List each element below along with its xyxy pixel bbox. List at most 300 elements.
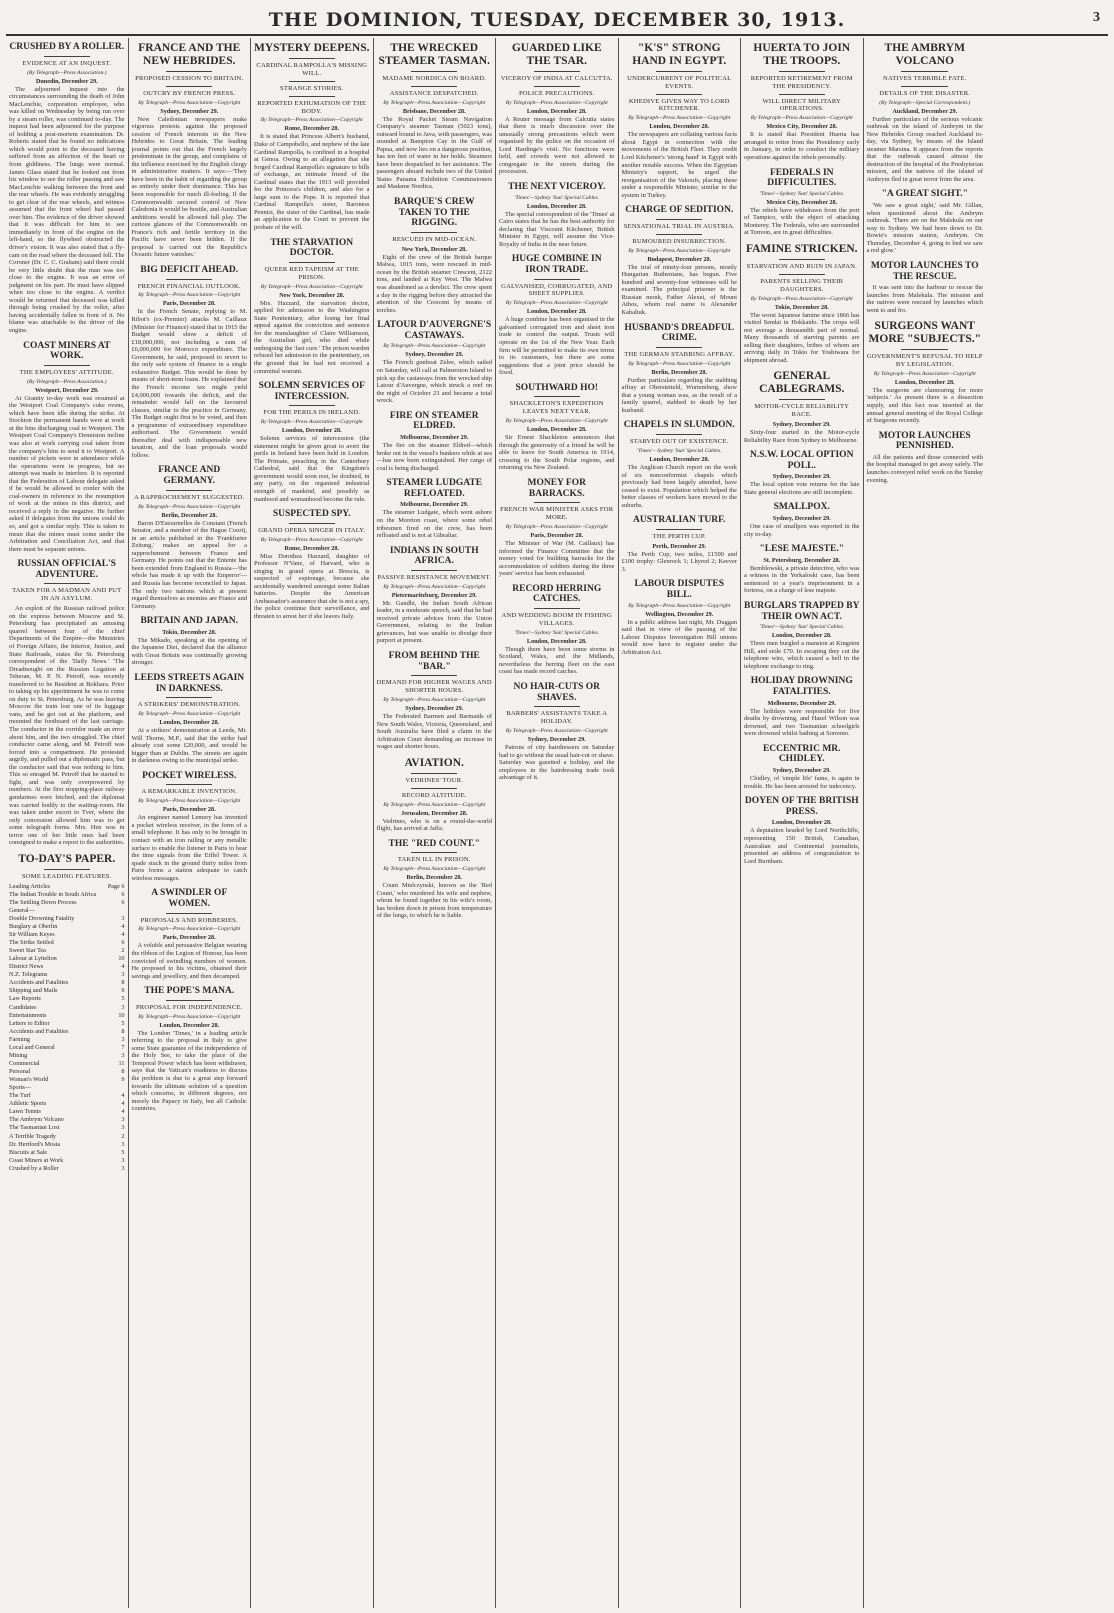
article <box>377 839 493 920</box>
feature-page: 4 <box>121 1108 125 1116</box>
article-subheadline: ASSISTANCE DESPATCHED. <box>389 89 479 97</box>
article <box>132 616 248 667</box>
article-body: A voluble and persuasive Belgian wearing the ribbon of the Legion of Honour, has been convicted of swindling numbers of women. He proposed to his victims, obtained their savings and jewellery, and then decamped. <box>131 942 247 980</box>
divider-rule <box>166 784 212 785</box>
article-byline: By Telegraph—Press Association—Copyright <box>260 536 363 543</box>
article-body: All the patients and those connected with the hospital managed to get away safely. The launches conveyed relief work on the Sunday evening. <box>866 453 983 484</box>
article-dateline: Mexico City, December 28. <box>766 123 838 131</box>
article-body: The surgeons are clamouring for more 'subjects.' As present there is a dissection supply, and this fact was inserted at the annual general meeting of the Royal College of Surgeons recently. <box>866 386 983 425</box>
article-headline: SOUTHWARD HO! <box>515 382 599 393</box>
article <box>377 757 493 833</box>
article-body: It was sent into the harbour to rescue the launches from Malekula. The mission and the natives were rescued by launches which went to and fro. <box>866 284 983 314</box>
divider-rule <box>656 347 702 348</box>
article-byline: By Telegraph—Press Association—Copyright <box>383 583 486 590</box>
feature-page: 8 <box>121 1027 125 1035</box>
article-dateline: Berlin, December 28. <box>406 874 463 882</box>
article-headline: INDIANS IN SOUTH AFRICA. <box>389 545 479 567</box>
article-dateline: Brisbane, December 28. <box>402 107 466 115</box>
article-dateline: London, December 28. <box>526 107 587 115</box>
features-list-item <box>9 907 125 915</box>
article-dateline: London, December 28. <box>526 308 587 316</box>
divider-rule <box>779 399 825 400</box>
feature-page: 3 <box>121 1164 125 1172</box>
article-byline: By Telegraph—Press Association—Copyright <box>505 728 608 735</box>
divider-rule <box>534 279 580 280</box>
article-dateline: Sydney, December 29. <box>772 473 831 481</box>
divider-rule <box>166 913 212 914</box>
article <box>499 254 615 376</box>
divider-rule <box>656 234 702 235</box>
features-list-item <box>9 1141 125 1149</box>
features-list-item <box>9 1100 125 1108</box>
article-headline: GENERAL CABLEGRAMS. <box>759 370 845 396</box>
features-list-item <box>9 1124 125 1132</box>
article-byline: By Telegraph—Press Association—Copyright <box>750 115 853 122</box>
divider-rule <box>166 1000 212 1001</box>
article-body: An engineer named Lemery has invented a pocket wireless receiver, in the form of a small telephone. It has only to be brought in contact with an iron railing or any metallic surface to enable the listener in Paris to hear the time signals from the Eiffel Tower. A spade stuck in the ground thirty miles from Paris forms a station adequate to catch wireless messages. <box>131 814 247 882</box>
feature-page: 5 <box>121 1019 125 1027</box>
article <box>132 673 248 765</box>
article-headline: FRANCE AND GERMANY. <box>158 465 221 487</box>
article-body: The local option vote returns for the late State general elections are still incomplete. <box>744 481 860 496</box>
divider-rule <box>411 71 457 72</box>
article-subheadline: PROPOSAL FOR INDEPENDENCE. <box>135 1003 243 1011</box>
feature-page: 6 <box>121 898 125 906</box>
article-body: The London 'Times,' in a leading article referring to the proposal in Italy to give some State guarantee of the independence of the Holy See, to take the place of the Temporal Power which has been withdrawn, says that the Vatican's readiness to discuss the problem is due to a great step forward towards the ultimate solution of a question which concerns, in different degrees, not merely the Papacy in Italy, but all Catholic countries. <box>131 1029 247 1113</box>
divider-rule <box>289 405 335 406</box>
article-dateline: Tokio, December 28. <box>162 628 217 636</box>
article-byline: By Telegraph—Press Association—Copyright <box>138 99 241 106</box>
article <box>499 383 615 472</box>
feature-name: Leading Articles <box>9 882 51 890</box>
divider-rule <box>166 86 212 87</box>
article-byline: 'Times'—Sydney 'Sun' Special Cables. <box>759 190 845 197</box>
feature-page: 3 <box>121 1051 125 1059</box>
article-subheadline: TAKEN FOR A MADMAN AND PUT IN AN ASYLUM. <box>12 587 122 603</box>
article-headline: HUSBAND'S DREADFUL CRIME. <box>624 322 735 344</box>
column-3 <box>251 38 374 1608</box>
article-subheadline: GALVANISED, CORRUGATED, AND SHEET SUPPLIES. <box>501 282 613 298</box>
article-byline: By Telegraph—Press Association—Copyright <box>628 247 731 254</box>
article-subheadline: QUEER RED TAPEISM AT THE PRISON. <box>264 265 359 281</box>
feature-page: 6 <box>121 890 125 898</box>
article-headline: POCKET WIRELESS. <box>142 770 237 781</box>
article-headline: BURGLARS TRAPPED BY THEIR OWN ACT. <box>744 600 860 622</box>
article-byline: By Telegraph—Press Association—Copyright <box>505 300 608 307</box>
feature-name: Sweet Star Tea <box>9 947 46 955</box>
article-byline: By Telegraph—Press Association—Copyright <box>260 419 363 426</box>
article <box>377 546 493 645</box>
feature-name: Local and General <box>9 1043 55 1051</box>
article-dateline: Perth, December 29. <box>652 542 707 550</box>
article-body: The fire on the steamer Eldred—which broke out in the vessel's bunkers while at sea—has now been extinguished. Her cargo of coal is being discharged. <box>376 441 492 472</box>
feature-page: 3 <box>121 1003 125 1011</box>
feature-page: 3 <box>121 914 125 922</box>
article <box>622 42 738 199</box>
divider-rule <box>289 96 335 97</box>
feature-name: The Ambrym Volcano <box>9 1116 64 1124</box>
article-headline: LATOUR D'AUVERGNE'S CASTAWAYS. <box>377 320 492 341</box>
features-list-item <box>9 899 125 907</box>
article <box>499 584 615 676</box>
feature-page: 4 <box>121 930 125 938</box>
article-subheadline: THE GERMAN STABBING AFFRAY. <box>624 350 735 358</box>
article-body: Bemblowski, a private detective, who was a witness in the Yerkaloski case, has been sentenced to a year's imprisonment in a fortress, on a charge of lese majeste. <box>744 564 860 595</box>
article-headline: THE AMBRYM VOLCANO <box>884 42 965 67</box>
feature-name: Double Drowning Fatality <box>9 914 75 922</box>
article-byline: By Telegraph—Press Association—Copyright <box>628 360 731 367</box>
article-body: It is stated that President Huerta has arranged to retire from the Presidency early in January, in order to conduct the military operations against the rebels personally. <box>744 131 860 162</box>
article-headline: CHAPELS IN SLUMDON. <box>623 420 735 431</box>
article-subheadline: GRAND OPERA SINGER IN ITALY. <box>258 526 366 534</box>
article-dateline: London, December 28. <box>526 202 587 210</box>
feature-page: 3 <box>121 1140 125 1148</box>
article-body: Sixty-four started in the Motor-cycle Reliability Race from Sydney to Melbourne. <box>744 428 860 444</box>
feature-page: 6 <box>121 939 125 946</box>
masthead <box>6 6 1108 36</box>
article-byline: By Telegraph—Press Association—Copyright <box>628 115 731 122</box>
article-headline: LABOUR DISPUTES BILL. <box>634 579 724 601</box>
article-byline: By Telegraph—Press Association—Copyright <box>873 370 976 377</box>
feature-page: 8 <box>121 979 125 987</box>
divider-rule <box>289 81 335 82</box>
article-dateline: Berlin, December 28. <box>651 368 708 376</box>
feature-name: Shipping and Mails <box>9 987 58 995</box>
article-body: In the French Senate, replying to M. Ribot's (ex-Premier) attacks M. Caillaux (Minister for Finance) stated that in 1915 the Budget would show a deficit of £18,000,000, not including a sum of £6,000,000 for Morocco expenditure. The Government, he said, proposed to revert to the only safe system of finance in a single exhaustive Budget. This would be done by means of short-term loans. He explained that the French income tax might yield £4,000,000 towards the deficit, and the remainder would fall on the favoured classes, similar to the practice in Germany. The Budget ought first to be voted, and then a programme of extraordinary expenditure authorised. The Government would thereafter deal with indispensable new taxation, and the loan proposals would follow. <box>131 308 247 459</box>
features-list-item <box>9 1036 125 1044</box>
article-dateline: London, December 28. <box>649 123 710 131</box>
article-byline: By Telegraph—Press Association—Copyright <box>138 798 241 805</box>
article-dateline: Wellington, December 29. <box>645 610 714 618</box>
feature-page: 4 <box>121 963 125 971</box>
article-headline: BARQUE'S CREW TAKEN TO THE RIGGING. <box>394 197 475 229</box>
feature-page: 4 <box>121 1100 125 1108</box>
article-body: 'We saw a great sight,' said Mr. Gillan, when questioned about the Ambrym outbreak. 'There are on the Malekula on our way to Sydney. We had been down to Dr. Bowie's mission station, Ambrym. On Thursday, December 4, going to bed we saw a red glow.' <box>866 202 983 255</box>
article-subheadline: WILL DIRECT MILITARY OPERATIONS. <box>762 97 842 113</box>
article-body: The Perth Cup, two miles, £1500 and £100 trophy: Glenrock 1; Lhyred 2; Keever 3. <box>621 550 737 573</box>
article-body: Vedrines, who is on a round-the-world flight, has arrived at Jaffa. <box>376 817 492 833</box>
article <box>622 515 738 573</box>
features-list-item <box>9 1092 125 1100</box>
article-body: The rebels have withdrawn from the port of Tampico, with the object of attacking Monterey. The Federals, who are surrounded at Torreon, are in great difficulties. <box>744 206 860 237</box>
feature-page: 4 <box>121 922 125 930</box>
divider-rule <box>44 56 90 57</box>
page-number: 3 <box>1093 10 1100 25</box>
article-body: The worst Japanese famine since 1866 has visited Sendai in Hokkaido. The crops will not average a thousandth part of normal. Many thousands of starving parents are selling their daughters, bribes of whom are arriving daily in Tokio for Yoshiwara for shipment abroad. <box>744 311 860 364</box>
article-headline: HUGE COMBINE IN IRON TRADE. <box>511 254 602 275</box>
divider-rule <box>901 86 948 87</box>
divider-rule <box>656 71 702 72</box>
features-list-item <box>9 1052 125 1060</box>
features-list-item <box>9 947 125 955</box>
article-subheadline: PROPOSED CESSION TO BRITAIN. <box>135 74 244 82</box>
article-body: A huge combine has been organised in the galvanised corrugated iron and sheet iron trade to control the output. Trusts will operate on the 1st of the New Year. Each firm will be permitted to make its own terms to its customers, but there are some suggestions that a joint price should be fixed. <box>499 316 615 377</box>
features-list-item <box>9 987 125 995</box>
article <box>254 509 370 620</box>
article-byline: By Telegraph—Press Association—Copyright <box>505 418 608 425</box>
feature-page: 10 <box>118 1011 125 1019</box>
article-subheadline: NATIVES TERRIBLE FATE. <box>883 74 967 82</box>
article-body: Mrs. Hazzard, the starvation doctor, applied for admission to the Washington State Penitentiary, after losing her final appeal against the conviction and sentence for the manslaughter of Claire Williamson, the Australian girl, who died while undergoing the 'fast cure.' The prison warden refused her admission to the penitentiary, on the ground that he had not received a committal warrant. <box>254 299 370 375</box>
divider-rule <box>779 259 825 260</box>
article-subheadline: REPORTED RETIREMENT FROM THE PRESIDENCY. <box>750 74 853 90</box>
article-subheadline: STRANGE STORIES. <box>279 84 344 92</box>
article <box>132 465 248 610</box>
article-headline: AVIATION. <box>404 756 464 769</box>
article-subheadline: PARENTS SELLING THEIR DAUGHTERS. <box>760 277 844 293</box>
features-list-item <box>9 971 125 979</box>
article-body: A deputation headed by Lord Northcliffe, representing 150 British, Canadian, Australian and Continental journalists, presented an address of congratulation to Lord Burnham. <box>744 827 860 865</box>
divider-rule <box>411 86 457 87</box>
article <box>254 238 370 376</box>
features-list-item <box>9 1012 125 1020</box>
feature-page: 3 <box>121 1156 125 1164</box>
article-subheadline: PROPOSALS AND ROBBERIES. <box>140 916 238 924</box>
feature-page: 3 <box>121 1035 125 1043</box>
article-dateline: Sydney, December 29. <box>772 515 831 523</box>
divider-rule <box>411 675 457 676</box>
features-list-item <box>9 1149 125 1157</box>
article <box>744 450 860 496</box>
article-dateline: New York, December 28. <box>401 245 467 253</box>
article-body: Further particulars regarding the stabbing affray at Oberstetteld, Wurtemberg, show that a young woman was, as the result of a family quarrel, stabbed to death by her husband. <box>621 376 737 414</box>
feature-page: 9 <box>121 1076 125 1084</box>
article-byline: By Telegraph—Press Association—Copyright <box>138 292 241 299</box>
article-dateline: London, December 28. <box>649 455 710 463</box>
article-headline: COAST MINERS AT WORK. <box>23 340 111 362</box>
article-dateline: Rome, December 28. <box>284 125 340 133</box>
feature-name: Lawn Tennis <box>9 1108 41 1116</box>
article-dateline: London, December 28. <box>281 427 342 435</box>
article-subheadline: STARVED OUT OF EXISTENCE. <box>629 438 729 446</box>
article-headline: MYSTERY DEEPENS. <box>254 42 370 54</box>
feature-name: The Settling Down Process <box>9 898 77 906</box>
article <box>622 205 738 316</box>
features-list-item <box>9 1060 125 1068</box>
features-list-item <box>9 963 125 971</box>
feature-page: 5 <box>121 1148 125 1156</box>
article <box>622 420 738 509</box>
article-subheadline: THE EMPLOYEES' ATTITUDE. <box>19 368 114 376</box>
feature-name: The Indian Trouble in South Africa <box>9 890 97 898</box>
features-list-item <box>9 955 125 963</box>
divider-rule <box>289 523 335 524</box>
features-list-item <box>9 979 125 987</box>
feature-name: A Terrible Tragedy <box>9 1132 56 1140</box>
article-subheadline: SOME LEADING FEATURES. <box>21 872 112 880</box>
column-2 <box>129 38 252 1608</box>
article-dateline: Tokio, December 28. <box>774 303 829 311</box>
article-byline: By Telegraph—Press Association—Copyright <box>383 801 486 808</box>
article-byline: (By Telegraph—Special Correspondent.) <box>879 99 971 106</box>
article-body: The Mikado, speaking at the opening of the Japanese Diet, declared that the alliance with Great Britain was continually growing stronger. <box>131 636 247 667</box>
article <box>744 42 860 162</box>
article-byline: 'Times'—Sydney 'Sun' Special Cables. <box>636 447 722 454</box>
feature-page: 3 <box>121 1116 125 1124</box>
article-byline: By Telegraph—Press Association—Copyright <box>628 602 731 609</box>
article-headline: BIG DEFICIT AHEAD. <box>140 264 239 275</box>
features-list-item <box>9 923 125 931</box>
feature-page: 3 <box>121 1124 125 1132</box>
article-body: Though there have been some storms in Scotland, Wales, and the Midlands, nevertheless the herring fleet on the east coast has made record catches. <box>499 645 615 676</box>
article-dateline: Paris, December 28. <box>530 531 584 539</box>
article-body: Baron D'Estournelles de Constant (French Senator, and a member of the Hague Court), in an article published in the 'Frankfurter Zeitung,' makes an appeal for a rapprochement between France and Germany. He points out that the Entente has been extended from England to Russia—'the whole has made it up with the Emperor'—and Russia has become reconciled to Japan. The only two nations which at present regard themselves as enemies are France and Germany. <box>131 519 247 610</box>
article-subheadline: FRENCH WAR MINISTER ASKS FOR MORE. <box>500 506 614 522</box>
article-headline: "A GREAT SIGHT." <box>881 189 968 200</box>
article <box>377 651 493 751</box>
article-subheadline: VEDRINES' TOUR. <box>405 776 464 784</box>
article-headline: THE "RED COUNT." <box>388 838 480 849</box>
article <box>377 478 493 539</box>
article-subheadline: SHACKLETON'S EXPEDITION LEAVES NEXT YEAR. <box>509 400 604 416</box>
article-dateline: Jerusalem, December 28. <box>401 809 468 817</box>
article-headline: CHARGE OF SEDITION. <box>625 205 734 216</box>
features-list-item <box>9 1068 125 1076</box>
feature-name: General— <box>9 906 35 914</box>
article-headline: FEDERALS IN DIFFICULTIES. <box>767 167 837 189</box>
article-dateline: New York, December 28. <box>279 291 345 299</box>
article-headline: MONEY FOR BARRACKS. <box>527 477 586 499</box>
feature-page: 5 <box>121 995 125 1003</box>
article <box>254 42 370 232</box>
divider-rule <box>166 71 212 72</box>
article <box>744 744 860 790</box>
feature-name: Commercial <box>9 1059 40 1067</box>
column-7 <box>741 38 864 1608</box>
divider-rule <box>534 502 580 503</box>
features-list-item <box>9 915 125 923</box>
article-byline: By Telegraph—Press Association—Copyright <box>260 117 363 124</box>
article-subheadline: A RAPPROCHEMENT SUGGESTED. <box>134 493 245 501</box>
feature-name: Labour at Lyttelton <box>9 955 57 963</box>
divider-rule <box>656 94 702 95</box>
column-4 <box>374 38 497 1608</box>
article-subheadline: POLICE PRECAUTIONS. <box>518 89 595 97</box>
article <box>744 168 860 237</box>
article <box>744 243 860 364</box>
article-headline: FROM BEHIND THE "BAR." <box>388 651 480 672</box>
article-dateline: Berlin, December 28. <box>161 511 218 519</box>
article-subheadline: REPORTED EXHUMATION OF THE BODY. <box>257 99 367 115</box>
feature-name: Sports— <box>9 1084 32 1092</box>
article <box>499 182 615 248</box>
article-body: Solemn services of intercession (the statement might be given great to avert the perils in Ireland have been held in London. The Primate, preaching in the Canterbury Cathedral, said that the Kingdom's government would soon rest, he doubted, in any party, on the organised industrial strength of mankind, and possibly as manhood and womanhood become the rule. <box>254 435 370 503</box>
feature-name: District News <box>9 963 44 971</box>
feature-name: The Strike Settled <box>9 939 54 946</box>
article-byline: (By Telegraph—Press Association.) <box>27 378 107 385</box>
article-headline: THE NEXT VICEROY. <box>508 181 606 192</box>
article-body: The Anglican Church report on the work of six nonconformist chapels which previously had been largely attended, have ceased to exist. Population which helped the better classes of workers have moved to the suburbs. <box>621 463 737 509</box>
feature-page: 9 <box>121 987 125 995</box>
article-headline: DOYEN OF THE BRITISH PRESS. <box>744 796 859 817</box>
article-headline: FAMINE STRICKEN. <box>745 243 858 255</box>
feature-name: Candidates <box>9 1003 37 1011</box>
article-headline: RUSSIAN OFFICIAL'S ADVENTURE. <box>17 559 116 580</box>
article-subheadline: THE PERTH CUP. <box>652 532 706 540</box>
article-subheadline: UNDERCURRENT OF POLITICAL EVENTS. <box>627 74 732 90</box>
article-headline: "LESE MAJESTE." <box>759 544 844 555</box>
article-body: Patrons of city hairdressers on Saturday had to go without the usual hair-cut or shave. Saturday was gazetted a holiday, and the employees in the hairdressing trade took advantage of it. <box>499 744 615 782</box>
article-dateline: Sydney, December 29. <box>160 107 219 115</box>
article-body: Sir Ernest Shackleton announces that through the generosity of a friend he will be able to leave for South America in 1914, crossing to the South Polar regions, and returning via New Zealand. <box>499 434 615 472</box>
article-body: The Royal Packet Steam Navigation Company's steamer Tasman (5023 tons), outward bound to Java, with passengers, was stranded at Bampton Cay in the Gulf of Papua, and now lies on a dangerous position, has ten feet of water in her holds. Steamers have been despatched to her assistance. The passengers aboard include two of the United States Panama Exhibition Commissioners and Madame Nordica. <box>376 115 492 191</box>
article-dateline: Melbourne, December 29. <box>400 501 469 509</box>
feature-name: Farming <box>9 1035 30 1043</box>
article-subheadline: STARVATION AND RUIN IN JAPAN. <box>746 262 857 270</box>
article-body: The newspapers are collating various facts about Egypt in connection with the movements of the British Fleet. They credit Lord Kitchener's 'strong hand' in Egypt with another notable success. When the Egyptian Ministry's support, he urged the reorganisation of the Vakoufs, placing these under a responsible Minister, similar to the system in Turkey. <box>621 131 737 199</box>
article-byline: By Telegraph—Press Association—Copyright <box>750 295 853 302</box>
divider-rule <box>411 232 457 233</box>
article-subheadline: OUTCRY BY FRENCH PRESS. <box>143 89 236 97</box>
article-dateline: St. Petersburg, December 28. <box>763 556 841 564</box>
divider-rule <box>779 274 825 275</box>
feature-page: 4 <box>121 1092 125 1100</box>
columns-container <box>6 38 1108 1608</box>
article-subheadline: KHEDIVE GIVES WAY TO LORD KITCHENER. <box>628 97 730 113</box>
divider-rule <box>411 773 457 774</box>
article-body: The Federated Barmen and Barmaids of New South Wales, Victoria, Queensland, and South Australia have filed a claim in the Arbitration Court demanding an increase in wages and shorter hours. <box>376 713 492 751</box>
divider-rule <box>411 570 457 571</box>
article-headline: CRUSHED BY A ROLLER. <box>9 42 125 52</box>
article-headline: A SWINDLER OF WOMEN. <box>151 888 228 909</box>
article <box>867 42 984 183</box>
feature-name: Athletic Sports <box>9 1100 47 1108</box>
divider-rule <box>534 608 580 609</box>
article-headline: BRITAIN AND JAPAN. <box>140 616 239 627</box>
feature-name: Burglary at Oberlin <box>9 922 58 930</box>
article <box>377 197 493 314</box>
article <box>9 42 125 335</box>
article <box>867 431 984 484</box>
article <box>744 544 860 595</box>
article-headline: MOTOR LAUNCHES PENNISHED. <box>878 430 971 452</box>
article <box>132 42 248 259</box>
feature-page: 2 <box>121 947 125 955</box>
article-headline: SMALLPOX. <box>773 502 830 513</box>
article-byline: By Telegraph—Press Association—Copyright <box>138 926 241 933</box>
article-headline: THE WRECKED STEAMER TASMAN. <box>378 42 490 67</box>
article-headline: THE STARVATION DOCTOR. <box>270 237 354 259</box>
article-subheadline: PASSIVE RESISTANCE MOVEMENT. <box>377 573 492 581</box>
article-subheadline: DEMAND FOR HIGHER WAGES AND SHORTER HOURS. <box>376 679 492 695</box>
article-dateline: London, December 28. <box>159 1021 220 1029</box>
feature-page: 8 <box>121 1068 125 1075</box>
article <box>254 381 370 503</box>
article-subheadline: RECORD ALTITUDE. <box>401 791 467 799</box>
article-headline: "K'S" STRONG HAND IN EGYPT. <box>632 42 727 67</box>
features-list-item <box>9 1108 125 1116</box>
divider-rule <box>901 349 948 350</box>
article-dateline: Westport, December 29. <box>35 386 99 394</box>
features-list <box>9 883 125 1173</box>
features-list-item <box>9 1028 125 1036</box>
article-headline: HOLIDAY DROWNING FATALITIES. <box>750 676 853 698</box>
divider-rule <box>534 706 580 707</box>
article <box>744 370 860 444</box>
article-dateline: London, December 28. <box>894 378 955 386</box>
article-headline: ECCENTRIC MR. CHIDLEY. <box>762 743 841 765</box>
article <box>132 888 248 980</box>
article-dateline: London, December 28. <box>526 637 587 645</box>
article-body: It is stated that Princess Albert's husband, Duke of Campobello, and nephew of the late Cardinal Rampolla, is confined in a hospital at Genoa. Owing to an allegation that she forged Cardinal Rampolla's signature to bills of exchange, an intimate friend of the Cardinal states that the 1913 will provided for the Princess's children, and also for a large sum to the Pope. It is reported that Cardinal Rampolla's sister, Baroness Pennisi, the sister of the Cardinal, has made an application to the Court to prevent the probate of the will. <box>254 133 370 231</box>
article-body: The steamer Ludgate, which went ashore on the Moreton coast, where some rebel tribesmen fired on the crew, has been refloated and is not at Gibraltar. <box>376 509 492 540</box>
article <box>377 411 493 472</box>
article <box>744 676 860 737</box>
article-dateline: Paris, December 28. <box>162 300 216 308</box>
article <box>377 320 493 405</box>
article-headline: TO-DAY'S PAPER. <box>18 852 116 865</box>
article-subheadline: FRENCH FINANCIAL OUTLOOK. <box>137 282 241 290</box>
